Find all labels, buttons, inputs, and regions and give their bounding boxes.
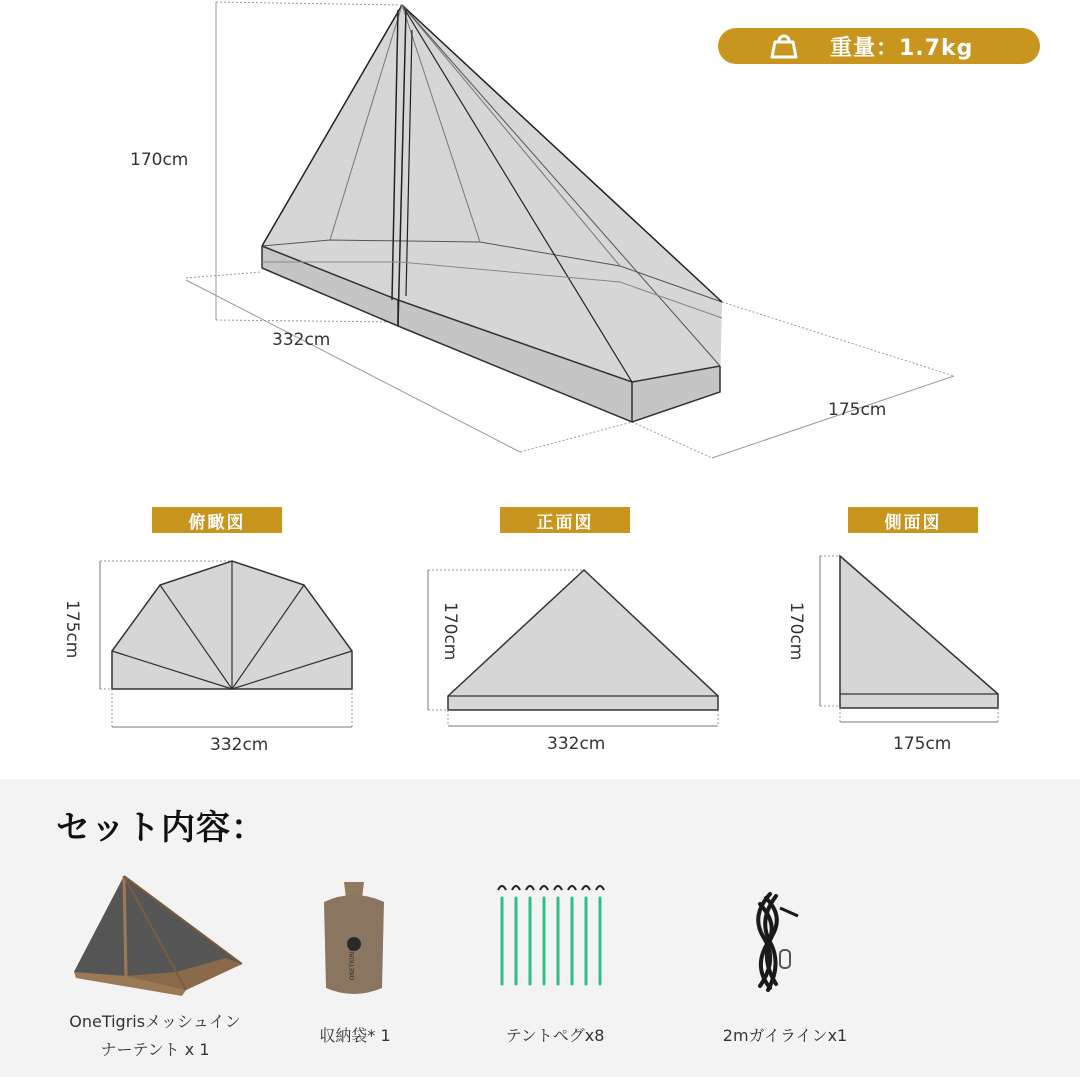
top-view-diagram [90,555,370,735]
weight-text: 重量：1.7kg [830,35,974,61]
tent-pegs-icon [490,880,610,992]
side-view-width-label: 175cm [893,734,952,754]
set-contents-title: セット内容： [56,808,266,848]
item-label-pegs: テントペグx8 [505,1026,605,1045]
main-width-label: 175cm [828,400,887,420]
main-length-label: 332cm [272,330,331,350]
tent-3d-diagram [0,0,1080,480]
item-label-bag: 収納袋* 1 [319,1026,391,1045]
top-view-tag: 俯瞰図 [152,507,282,533]
item-label-mesh-tent-line2: ナーテント x 1 [100,1040,210,1059]
bag-brand-text: ONETIGRIS [349,947,356,981]
item-label-mesh-tent-line1: OneTigrisメッシュイン [69,1012,241,1031]
storage-bag-icon [318,876,390,1002]
front-view-height-label: 170cm [440,602,460,661]
top-view-height-label: 175cm [62,600,82,659]
front-view-width-label: 332cm [547,734,606,754]
main-height-label: 170cm [130,150,189,170]
item-label-mesh-tent [40,1008,270,1064]
side-view-diagram [810,550,1010,730]
guyline-icon [740,886,810,998]
side-view-tag: 側面図 [848,507,978,533]
mesh-tent-icon [66,872,246,1002]
top-view-width-label: 332cm [210,735,269,755]
front-view-tag: 正面図 [500,507,630,533]
item-label-guyline: 2mガイラインx1 [722,1026,848,1045]
front-view-diagram [420,560,730,730]
side-view-height-label: 170cm [786,602,806,661]
